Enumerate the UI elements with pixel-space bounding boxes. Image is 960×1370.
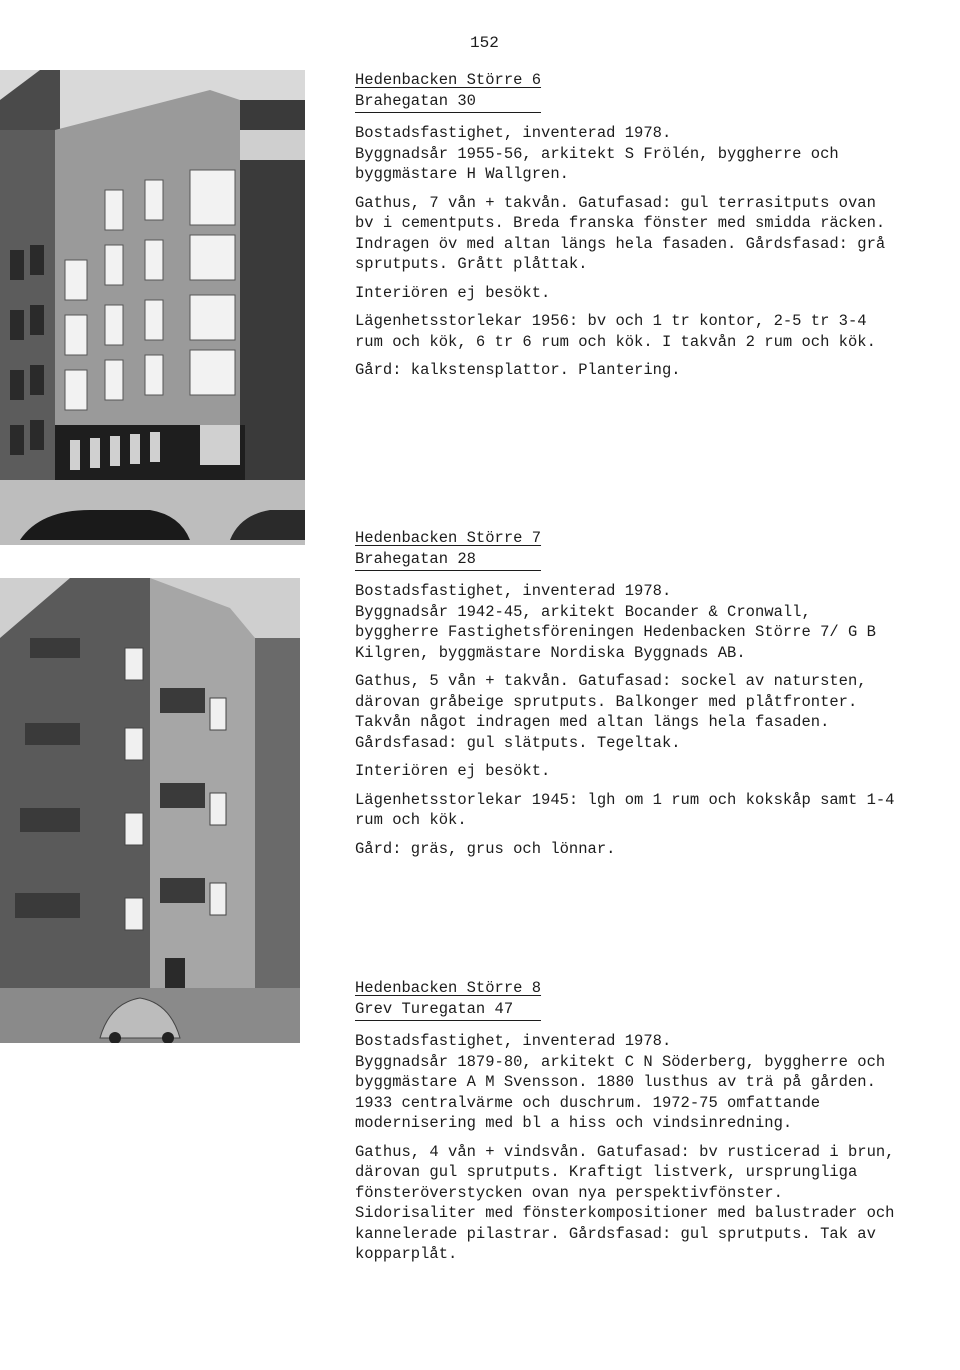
entry-heading [355, 70, 541, 113]
paragraph: Interiören ej besökt. [355, 283, 551, 302]
paragraph: Bostadsfastighet, inventerad 1978. Byggnadsår 1942-45, arkitekt Bocander & Cronwall, byggherre Fastighetsföreningen Hedenbacken Större 7/ G B Kilgren, byggmästare Nordiska Byggnads AB. [355, 582, 876, 662]
street-address: Brahegatan 30 [355, 91, 541, 114]
entry-hedenbacken-storre-6 [355, 70, 895, 389]
paragraph: Gathus, 7 vån + takvån. Gatufasad: gul terrasitputs ovan bv i cementputs. Breda franska fönster med smidda räcken. Indragen öv med altan längs hela fasaden. Gårdsfasad: grå sprutputs. Grått plåttak. [355, 193, 886, 273]
entry-heading [355, 978, 541, 1021]
building-photo-brahegatan-28 [0, 578, 300, 1043]
paragraph: Lägenhetsstorlekar 1945: lgh om 1 rum och kokskåp samt 1-4 rum och kök. [355, 790, 895, 829]
paragraph: Interiören ej besökt. [355, 762, 551, 780]
paragraph: Gård: gräs, grus och lönnar. [355, 839, 616, 858]
paragraph: Gård: kalkstensplattor. Plantering. [355, 361, 681, 379]
property-title: Hedenbacken Större 8 [355, 979, 542, 997]
building-photo-brahegatan-30 [0, 70, 305, 545]
page-number: 152 [470, 34, 499, 52]
entry-heading [355, 528, 541, 571]
paragraph: Lägenhetsstorlekar 1956: bv och 1 tr kontor, 2-5 tr 3-4 rum och kök, 6 tr 6 rum och kök. I takvån 2 rum och kök. [355, 312, 876, 351]
entry-hedenbacken-storre-8 [355, 978, 895, 1273]
property-title: Hedenbacken Större 6 [355, 71, 542, 89]
paragraph: Gathus, 4 vån + vindsvån. Gatufasad: bv rusticerad i brun, därovan gul sprutputs. Kraftigt listverk, ursprungliga fönsteröverstycken ovan nya perspektivfönster. Sidorisaliter med fönsterkompositioner med balustrader och kannelerade pilastrar. Gårdsfasad: gul sprutputs. Tak av kopparplåt. [355, 1142, 895, 1263]
paragraph: Bostadsfastighet, inventerad 1978. Byggnadsår 1879-80, arkitekt C N Söderberg, byggherre och byggmästare A M Svensson. 1880 lusthus av trä på gården. 1933 centralvärme och duschrum. 1972-75 omfattande modernisering med bl a hiss och vindsinredning. [355, 1032, 886, 1132]
property-title: Hedenbacken Större 7 [355, 529, 542, 547]
entry-hedenbacken-storre-7 [355, 528, 895, 867]
street-address: Brahegatan 28 [355, 549, 541, 572]
street-address: Grev Turegatan 47 [355, 999, 541, 1022]
paragraph: Gathus, 5 vån + takvån. Gatufasad: sockel av natursten, därovan gråbeige sprutputs. Balkonger med plåtfronter. Takvån något indragen med altan längs hela fasaden. Gårdsfasad: gul slätputs. Tegeltak. [355, 672, 867, 752]
paragraph: Bostadsfastighet, inventerad 1978. Byggnadsår 1955-56, arkitekt S Frölén, byggherre och byggmästare H Wallgren. [355, 124, 839, 183]
